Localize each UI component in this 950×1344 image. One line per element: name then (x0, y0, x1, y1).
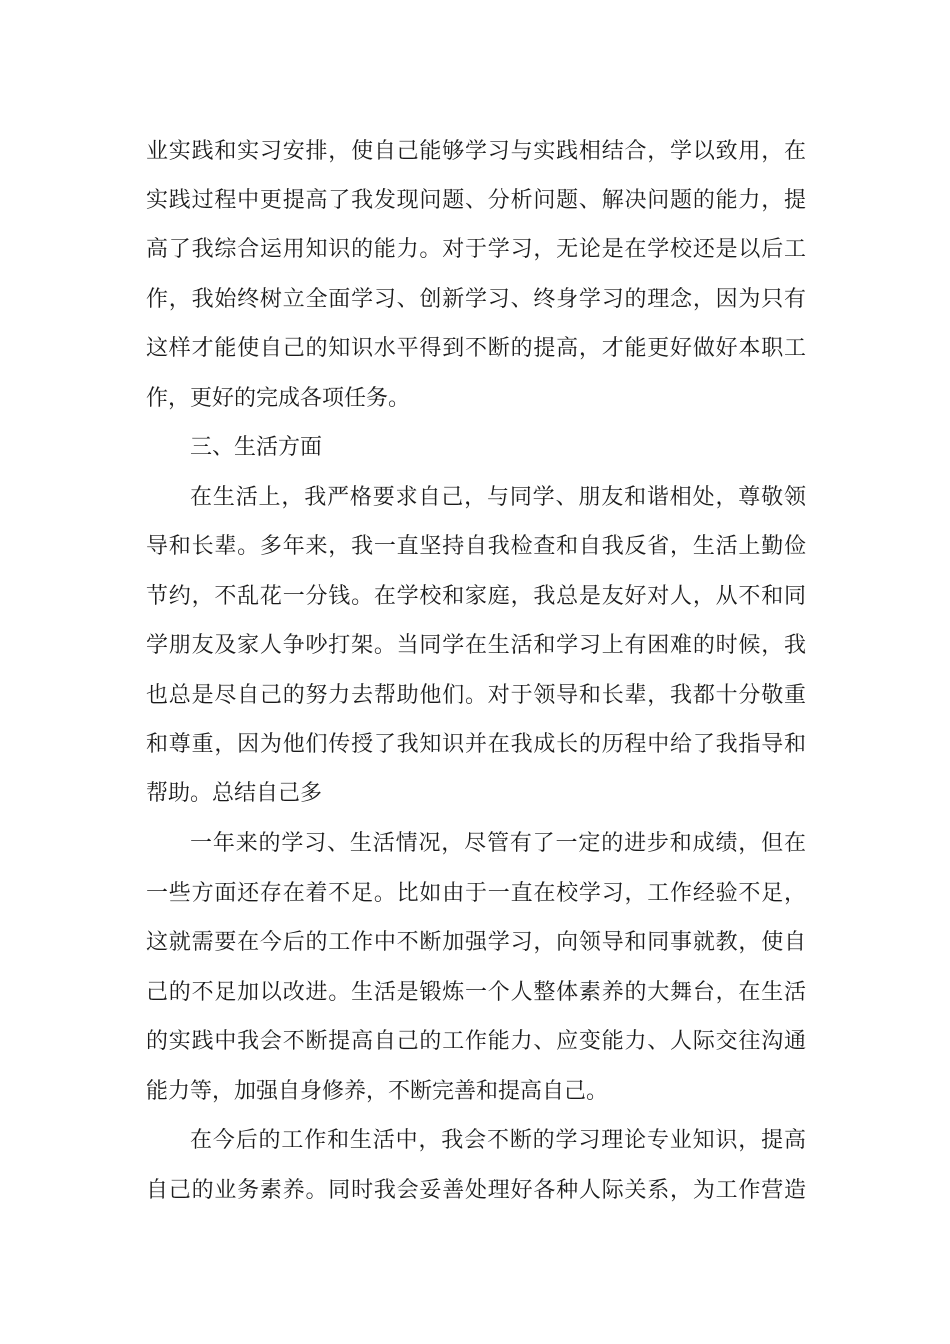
body-text-line: 这就需要在今后的工作中不断加强学习，向领导和同事就教，使自 (146, 930, 806, 955)
body-text-line: 学朋友及家人争吵打架。当同学在生活和学习上有困难的时候，我 (146, 633, 806, 658)
body-text-line: 作，我始终树立全面学习、创新学习、终身学习的理念，因为只有 (146, 287, 806, 312)
body-text-line: 实践过程中更提高了我发现问题、分析问题、解决问题的能力，提 (146, 188, 806, 213)
body-text-line: 一些方面还存在着不足。比如由于一直在校学习，工作经验不足， (146, 881, 806, 906)
body-text-line: 和尊重，因为他们传授了我知识并在我成长的历程中给了我指导和 (146, 732, 806, 757)
body-text-line: 帮助。总结自己多 (146, 781, 323, 806)
section-heading: 三、生活方面 (190, 435, 323, 460)
body-text-line: 导和长辈。多年来，我一直坚持自我检查和自我反省，生活上勤俭 (146, 534, 806, 559)
body-text-line: 作，更好的完成各项任务。 (146, 386, 411, 411)
body-text-line: 己的不足加以改进。生活是锻炼一个人整体素养的大舞台，在生活 (146, 980, 806, 1005)
body-text-line: 在今后的工作和生活中，我会不断的学习理论专业知识，提高 (190, 1128, 806, 1153)
body-text-line: 也总是尽自己的努力去帮助他们。对于领导和长辈，我都十分敬重 (146, 683, 806, 708)
body-text-line: 在生活上，我严格要求自己，与同学、朋友和谐相处，尊敬领 (190, 485, 806, 510)
body-text-line: 业实践和实习安排，使自己能够学习与实践相结合，学以致用，在 (146, 139, 806, 164)
body-text-line: 这样才能使自己的知识水平得到不断的提高，才能更好做好本职工 (146, 336, 806, 361)
body-text-line: 能力等，加强自身修养，不断完善和提高自己。 (146, 1079, 609, 1104)
body-text-line: 节约，不乱花一分钱。在学校和家庭，我总是友好对人，从不和同 (146, 584, 806, 609)
body-text-line: 高了我综合运用知识的能力。对于学习，无论是在学校还是以后工 (146, 237, 806, 262)
body-text-line: 自己的业务素养。同时我会妥善处理好各种人际关系，为工作营造 (146, 1178, 806, 1203)
body-text-line: 的实践中我会不断提高自己的工作能力、应变能力、人际交往沟通 (146, 1029, 806, 1054)
body-text-line: 一年来的学习、生活情况，尽管有了一定的进步和成绩，但在 (190, 831, 806, 856)
